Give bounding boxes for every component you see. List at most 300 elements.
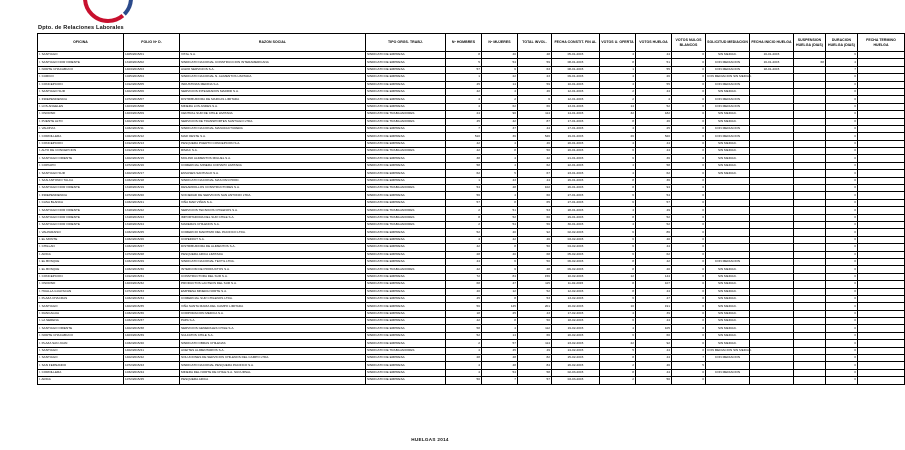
cell-finihu [750, 133, 794, 140]
cell-votosh: 44 [636, 318, 672, 325]
cell-finihu [750, 273, 794, 280]
cell-mujeres: 54 [482, 221, 518, 228]
cell-oficina: I. EL BOSQUE [38, 258, 124, 265]
cell-votosh: 44 [636, 244, 672, 251]
cell-votosn: 0 [672, 221, 706, 228]
table-body [38, 52, 905, 385]
cell-fconst: 09-01-2015 [552, 74, 600, 81]
cell-razon: PESQUERA ARICA [180, 377, 366, 384]
cell-finihu [750, 310, 794, 317]
table-row[interactable] [38, 258, 905, 265]
cell-tipo: SINDICATO DE EMPRESA [366, 199, 446, 206]
cell-solmed: SIN MEDIAC. [706, 111, 750, 118]
cell-votosn: 0 [672, 192, 706, 199]
cell-solmed: SIN MEDIAC. [706, 155, 750, 162]
table-row[interactable] [38, 207, 905, 214]
column-header-votosn[interactable]: VOTOS NULOS BLANCOS [672, 34, 706, 52]
cell-solmed: SIN MEDIAC. [706, 318, 750, 325]
cell-fconst: 10-02-2015 [552, 273, 600, 280]
cell-oficina: I. CONCEPCION [38, 273, 124, 280]
cell-total: 42 [518, 155, 552, 162]
cell-votosh: 50 [636, 377, 672, 384]
cell-votosn: 0 [672, 81, 706, 88]
cell-fconst: 04-02-2015 [552, 244, 600, 251]
column-header-total[interactable]: TOTAL INVOL. [518, 34, 552, 52]
cell-tipo: SINDICATO DE EMPRESA [366, 88, 446, 95]
cell-razon: PRODUCTOS LACTEOS DEL SUR S.A. [180, 281, 366, 288]
cell-votosu: 2 [600, 88, 636, 95]
cell-oficina: I. PLAZA SAN JUAN [38, 340, 124, 347]
column-header-mujeres[interactable]: Nº MUJERES [482, 34, 518, 52]
cell-solmed: SIN MEDIAC. [706, 266, 750, 273]
cell-solmed: SIN MEDIAC. [706, 310, 750, 317]
cell-votosh: 44 [636, 148, 672, 155]
cell-finihu [750, 362, 794, 369]
cell-votosu: 4 [600, 140, 636, 147]
table-row[interactable] [38, 325, 905, 332]
table-row[interactable] [38, 318, 905, 325]
table-row[interactable] [38, 177, 905, 184]
cell-tipo: SINDICATO DE EMPRESA [366, 59, 446, 66]
cell-votosu: 8 [600, 369, 636, 376]
cell-votosn: 0 [672, 273, 706, 280]
cell-hombres: 2 [446, 207, 482, 214]
cell-folio: 1403/2015/39 [124, 332, 180, 339]
cell-mujeres: 62 [482, 103, 518, 110]
cell-solmed: SIN MEDIAC. [706, 325, 750, 332]
cell-fterm [858, 199, 905, 206]
cell-susp [794, 310, 826, 317]
table-row[interactable] [38, 310, 905, 317]
table-row[interactable] [38, 88, 905, 95]
cell-votosh: 46 [636, 118, 672, 125]
cell-fconst: 09-02-2015 [552, 266, 600, 273]
cell-fterm [858, 340, 905, 347]
cell-finihu [750, 347, 794, 354]
cell-votosn: 0 [672, 310, 706, 317]
column-header-susp[interactable]: SUSPENSION HUELGA (DIAS) [794, 34, 826, 52]
cell-folio: 1012/2015/05 [124, 81, 180, 88]
cell-votosh: 39 [636, 310, 672, 317]
column-header-fterm[interactable]: FECHA TERMINO HUELGA [858, 34, 905, 52]
cell-hombres: 1 [446, 74, 482, 81]
cell-oficina: I. CONCEPCION [38, 140, 124, 147]
table-row[interactable] [38, 273, 905, 280]
cell-votosu: 6 [600, 295, 636, 302]
cell-hombres: 28 [446, 251, 482, 258]
cell-total: 84 [518, 362, 552, 369]
table-row[interactable] [38, 74, 905, 81]
column-header-tipo[interactable]: TIPO ORGS. TRABJ. [366, 34, 446, 52]
cell-oficina: I. CURICO [38, 74, 124, 81]
cell-hombres: 2 [446, 340, 482, 347]
cell-tipo: SINDICATO DE TRABAJADORES [366, 347, 446, 354]
cell-hombres: 68 [446, 281, 482, 288]
table-row[interactable] [38, 66, 905, 73]
cell-finihu [750, 192, 794, 199]
cell-razon: SERVICIOS DE TRANSPORTES SANTIAGO LTDA. [180, 118, 366, 125]
cell-votosu: 14 [600, 103, 636, 110]
cell-total: 53 [518, 207, 552, 214]
cell-solmed: CON MEDIACION [706, 369, 750, 376]
table-row[interactable] [38, 103, 905, 110]
cell-total: 50 [518, 318, 552, 325]
cell-hombres: 42 [446, 88, 482, 95]
table-row[interactable] [38, 266, 905, 273]
cell-votosn: 0 [672, 214, 706, 221]
cell-fterm [858, 355, 905, 362]
cell-mujeres: 40 [482, 229, 518, 236]
cell-oficina: I. OSORNO [38, 281, 124, 288]
cell-votosu: 6 [600, 251, 636, 258]
cell-solmed [706, 236, 750, 243]
cell-razon: IMPORTADORA DEL SUR CHILE S.A. [180, 214, 366, 221]
cell-total: 46 [518, 88, 552, 95]
cell-susp [794, 155, 826, 162]
cell-fconst: 26-01-2015 [552, 177, 600, 184]
cell-hombres: 54 [446, 185, 482, 192]
cell-mujeres: 4 [482, 325, 518, 332]
column-header-hombres[interactable]: Nº HOMBRES [446, 34, 482, 52]
cell-fterm [858, 118, 905, 125]
table-row[interactable] [38, 81, 905, 88]
cell-susp [794, 288, 826, 295]
table-row[interactable] [38, 162, 905, 169]
cell-dur: 0 [826, 140, 858, 147]
cell-fterm [858, 214, 905, 221]
cell-hombres: 57 [446, 199, 482, 206]
table-row[interactable] [38, 52, 905, 59]
cell-mujeres: 8 [482, 199, 518, 206]
table-row[interactable] [38, 340, 905, 347]
cell-oficina: I. SANTIAGO SUR [38, 170, 124, 177]
cell-tipo: SINDICATO DE EMPRESA [366, 310, 446, 317]
cell-fterm [858, 377, 905, 384]
cell-tipo: SINDICATO DE EMPRESA [366, 251, 446, 258]
cell-solmed [706, 199, 750, 206]
cell-oficina: I. ALTO DE CONCEPCION [38, 148, 124, 155]
cell-folio: 1405/2015/01 [124, 52, 180, 59]
cell-finihu: 16-01-2015 [750, 52, 794, 59]
table-row[interactable] [38, 59, 905, 66]
table-row[interactable] [38, 111, 905, 118]
cell-votosu: 12 [600, 273, 636, 280]
column-header-solmed[interactable]: SOLICITUD MEDIACION [706, 34, 750, 52]
cell-fterm [858, 347, 905, 354]
cell-mujeres: 42 [482, 118, 518, 125]
cell-votosu: 8 [600, 214, 636, 221]
cell-folio: 1072/2015/33 [124, 288, 180, 295]
table-row[interactable] [38, 251, 905, 258]
cell-tipo: SINDICATO DE EMPRESA [366, 340, 446, 347]
cell-votosh: 52 [636, 103, 672, 110]
cell-mujeres: 48 [482, 185, 518, 192]
cell-votosh: 40 [636, 236, 672, 243]
cell-razon: SINDICATO NACIONAL PESQUERA PACIFICO S.A. [180, 362, 366, 369]
cell-razon: INDUSTRIAS MEDINA S.A. [180, 81, 366, 88]
cell-mujeres: 8 [482, 295, 518, 302]
cell-susp [794, 148, 826, 155]
cell-razon: SINDICATO OBRAS CHILENAS [180, 340, 366, 347]
cell-oficina: I. SANTIAGO [38, 355, 124, 362]
cell-votosu: 4 [600, 207, 636, 214]
cell-tipo: SINDICATO DE EMPRESA [366, 236, 446, 243]
cell-tipo: SINDICATO DE EMPRESA [366, 162, 446, 169]
cell-folio: 1318/2015/24 [124, 221, 180, 228]
cell-dur: 0 [826, 74, 858, 81]
cell-votosu: 8 [600, 281, 636, 288]
cell-dur: 0 [826, 207, 858, 214]
cell-tipo: SINDICATO DE EMPRESA [366, 52, 446, 59]
cell-tipo: SINDICATO DE TRABAJADORES [366, 148, 446, 155]
table-row[interactable] [38, 295, 905, 302]
cell-oficina: I. SANTIAGO ORIENTE [38, 155, 124, 162]
cell-solmed: CON MEDIACION [706, 133, 750, 140]
cell-votosn: 5 [672, 362, 706, 369]
cell-fterm [858, 133, 905, 140]
column-header-fconst[interactable]: FECHA CONSTIT. FIN AL [552, 34, 600, 52]
cell-hombres: 62 [446, 170, 482, 177]
cell-solmed: SIN MEDIAC. [706, 332, 750, 339]
cell-folio: 1403/2015/08 [124, 103, 180, 110]
cell-votosh: 36 [636, 155, 672, 162]
cell-razon: CORPORACION MEDICA S.A. [180, 310, 366, 317]
cell-solmed: CON MEDIACION [706, 81, 750, 88]
cell-dur: 0 [826, 177, 858, 184]
table-row[interactable] [38, 170, 905, 177]
cell-oficina: I. VALDIVIA [38, 125, 124, 132]
cell-dur: 0 [826, 192, 858, 199]
table-row[interactable] [38, 185, 905, 192]
cell-total: 114 [518, 111, 552, 118]
cell-tipo: SINDICATO DE EMPRESA [366, 281, 446, 288]
table-row[interactable] [38, 192, 905, 199]
column-header-dur[interactable]: DURACION HUELGA (DIAS) [826, 34, 858, 52]
cell-oficina: I. INDEPENDENCIA [38, 192, 124, 199]
cell-susp [794, 303, 826, 310]
cell-solmed: SIN MEDIAC. [706, 52, 750, 59]
cell-susp [794, 88, 826, 95]
cell-oficina: I. HUALLA GUAYACAN [38, 288, 124, 295]
column-header-oficina[interactable]: OFICINA [38, 34, 124, 52]
cell-susp [794, 162, 826, 169]
column-header-votosh[interactable]: VOTOS HUELGA [636, 34, 672, 52]
cell-dur: 0 [826, 288, 858, 295]
cell-votosu: 4 [600, 170, 636, 177]
cell-tipo: SINDICATO DE EMPRESA [366, 125, 446, 132]
cell-mujeres: 25 [482, 310, 518, 317]
table-row[interactable] [38, 118, 905, 125]
cell-finihu [750, 303, 794, 310]
cell-dur: 0 [826, 155, 858, 162]
table-row[interactable] [38, 140, 905, 147]
cell-solmed: SIN MEDIAC. [706, 118, 750, 125]
cell-tipo: SINDICATO DE EMPRESA [366, 192, 446, 199]
cell-folio: 1072/2015/07 [124, 96, 180, 103]
table-row[interactable] [38, 221, 905, 228]
cell-votosu: 8 [600, 266, 636, 273]
table-row[interactable] [38, 199, 905, 206]
cell-votosu: 4 [600, 52, 636, 59]
table-row[interactable] [38, 347, 905, 354]
cell-mujeres: 8 [482, 318, 518, 325]
cell-votosn: 0 [672, 103, 706, 110]
cell-dur: 4 [826, 59, 858, 66]
table-row[interactable] [38, 96, 905, 103]
cell-dur: 0 [826, 148, 858, 155]
cell-mujeres: 22 [482, 74, 518, 81]
cell-total: 201 [518, 303, 552, 310]
cell-total: 82 [518, 355, 552, 362]
cell-votosn: 7 [672, 355, 706, 362]
cell-oficina: I. CORDILLERA [38, 133, 124, 140]
cell-mujeres: 40 [482, 251, 518, 258]
cell-oficina: I. SAN FERNANDO [38, 362, 124, 369]
cell-fconst: 11-02-2015 [552, 281, 600, 288]
cell-hombres: 4 [446, 362, 482, 369]
cell-fconst: 28-01-2015 [552, 207, 600, 214]
cell-dur: 0 [826, 111, 858, 118]
cell-votosn: 0 [672, 258, 706, 265]
cell-tipo: SINDICATO DE EMPRESA [366, 229, 446, 236]
cell-total: 59 [518, 59, 552, 66]
cell-dur: 0 [826, 185, 858, 192]
cell-votosu: 8 [600, 185, 636, 192]
table-row[interactable] [38, 236, 905, 243]
cell-finihu [750, 103, 794, 110]
cell-votosn: 0 [672, 332, 706, 339]
cell-total: 546 [518, 133, 552, 140]
cell-solmed: CON MEDIACION SIN MEDIAC. [706, 347, 750, 354]
cell-hombres: 42 [446, 140, 482, 147]
cell-oficina: I. VALPARAISO [38, 229, 124, 236]
cell-mujeres: 4 [482, 162, 518, 169]
cell-total: 67 [518, 170, 552, 177]
cell-fconst: 08-01-2015 [552, 59, 600, 66]
table-row[interactable] [38, 214, 905, 221]
cell-folio: 1318/2015/02 [124, 59, 180, 66]
table-row[interactable] [38, 377, 905, 384]
cell-razon: RIMAC S.A. [180, 148, 366, 155]
cell-folio: 1032/2015/18 [124, 177, 180, 184]
table-row[interactable] [38, 133, 905, 140]
cell-votosu: 6 [600, 192, 636, 199]
cell-hombres: 44 [446, 258, 482, 265]
table-row[interactable] [38, 148, 905, 155]
cell-votosu: 8 [600, 355, 636, 362]
cell-solmed: SIN MEDIAC. [706, 295, 750, 302]
cell-fterm [858, 155, 905, 162]
cell-razon: SOLUCIONES DE SERVICIOS CHILENOS DEL CAMPO LTDA. [180, 355, 366, 362]
cell-fconst: 10-01-2015 [552, 81, 600, 88]
table-row[interactable] [38, 244, 905, 251]
table-row[interactable] [38, 369, 905, 376]
table-row[interactable] [38, 362, 905, 369]
table-row[interactable] [38, 355, 905, 362]
cell-susp [794, 340, 826, 347]
cell-votosu: 8 [600, 288, 636, 295]
cell-mujeres: 8 [482, 148, 518, 155]
table-row[interactable] [38, 303, 905, 310]
cell-votosn: 0 [672, 303, 706, 310]
cell-mujeres: 4 [482, 192, 518, 199]
cell-susp [794, 236, 826, 243]
cell-oficina: I. NORTE CHACABUCO [38, 332, 124, 339]
table-row[interactable] [38, 288, 905, 295]
cell-total: 46 [518, 236, 552, 243]
cell-tipo: SINDICATO DE TRABAJADORES [366, 221, 446, 228]
cell-fterm [858, 59, 905, 66]
cell-total: 156 [518, 273, 552, 280]
cell-votosh: 92 [636, 340, 672, 347]
cell-total: 48 [518, 266, 552, 273]
cell-mujeres: 145 [482, 303, 518, 310]
cell-solmed [706, 192, 750, 199]
table-header [38, 34, 905, 52]
cell-susp [794, 140, 826, 147]
cell-oficina: I. SANTIAGO SUR [38, 88, 124, 95]
table-row[interactable] [38, 281, 905, 288]
logo [56, 0, 160, 26]
cell-mujeres: 54 [482, 59, 518, 66]
table-row[interactable] [38, 229, 905, 236]
cell-votosn: 0 [672, 96, 706, 103]
cell-solmed [706, 185, 750, 192]
cell-fterm [858, 369, 905, 376]
cell-fterm [858, 162, 905, 169]
cell-folio: 1072/2015/43 [124, 362, 180, 369]
cell-dur: 0 [826, 125, 858, 132]
cell-dur: 0 [826, 81, 858, 88]
cell-solmed [706, 177, 750, 184]
cell-fterm [858, 125, 905, 132]
cell-fterm [858, 295, 905, 302]
cell-votosh: 107 [636, 281, 672, 288]
cell-razon: SERVICIOS INTEGRADOS MADRID S.A. [180, 88, 366, 95]
cell-mujeres: 54 [482, 369, 518, 376]
cell-susp [794, 192, 826, 199]
cell-tipo: SINDICATO DE EMPRESA [366, 96, 446, 103]
column-header-finihu[interactable]: FECHA INICIO HUELGA [750, 34, 794, 52]
table-row[interactable] [38, 125, 905, 132]
cell-razon: PESQUERA PUERTO CONCEPCION S.A. [180, 140, 366, 147]
table-row[interactable] [38, 155, 905, 162]
column-header-razon[interactable]: RAZON SOCIAL [180, 34, 366, 52]
cell-susp [794, 74, 826, 81]
cell-total: 65 [518, 199, 552, 206]
column-header-folio[interactable]: FOLIO Nº D. [124, 34, 180, 52]
cell-razon: COMERCIAL MINERA COPIAPO LIMITADA [180, 162, 366, 169]
cell-fconst: 17-02-2015 [552, 310, 600, 317]
table-row[interactable] [38, 332, 905, 339]
cell-votosn: 0 [672, 318, 706, 325]
cell-fterm [858, 362, 905, 369]
cell-votosn: 0 [672, 66, 706, 73]
cell-votosn: 0 [672, 281, 706, 288]
cell-solmed [706, 244, 750, 251]
cell-solmed: CON MEDIACION [706, 66, 750, 73]
cell-total: 44 [518, 177, 552, 184]
cell-razon: MAR OESTE S.A. [180, 133, 366, 140]
column-header-votosu[interactable]: VOTOS U. OFERTA [600, 34, 636, 52]
cell-susp [794, 185, 826, 192]
cell-fconst: 25-02-2015 [552, 355, 600, 362]
cell-votosh: 55 [636, 66, 672, 73]
cell-votosn: 0 [672, 199, 706, 206]
cell-finihu [750, 170, 794, 177]
cell-mujeres: 47 [482, 281, 518, 288]
cell-folio: 1032/2015/30 [124, 266, 180, 273]
